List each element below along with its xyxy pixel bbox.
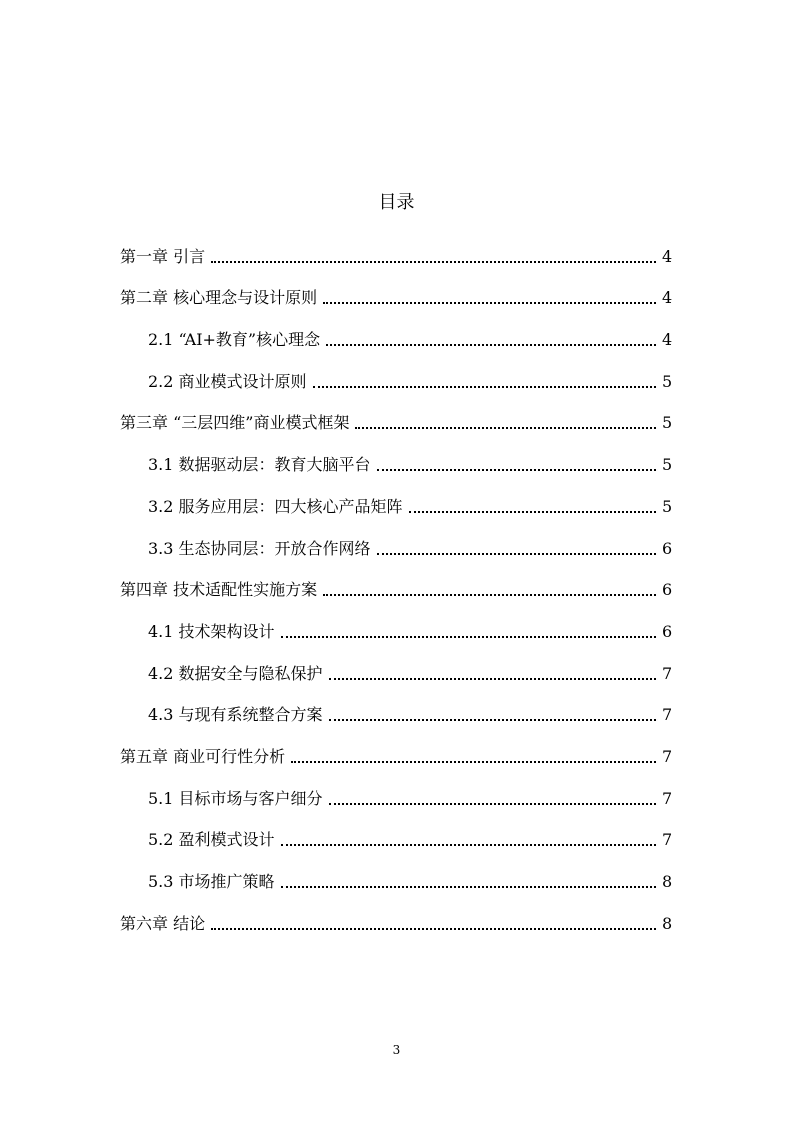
toc-entry-page: 7 (662, 788, 673, 808)
toc-leader-dots (329, 719, 656, 721)
toc-leader-dots (291, 761, 656, 763)
toc-entry-label: 第六章 结论 (120, 913, 206, 933)
toc-leader-dots (281, 844, 656, 846)
toc-entry[interactable] (120, 397, 672, 439)
toc-entry-page: 7 (662, 830, 673, 850)
toc-entry[interactable] (120, 230, 672, 272)
toc-leader-dots (326, 344, 656, 346)
toc-entry-label: 4.2 数据安全与隐私保护 (148, 663, 323, 683)
toc-entry-page: 4 (662, 246, 673, 266)
toc-leader-dots (329, 678, 656, 680)
toc-leader-dots (323, 302, 656, 304)
toc-entry-page: 8 (662, 872, 673, 891)
toc-entry-label: 3.3 生态协同层：开放合作网络 (148, 538, 371, 558)
toc-entry-page: 6 (662, 580, 673, 600)
toc-entry-page: 4 (662, 330, 673, 350)
toc-entry[interactable] (120, 480, 672, 522)
toc-entry-label: 2.2 商业模式设计原则 (148, 371, 307, 391)
toc-entry[interactable] (120, 313, 672, 355)
toc-entry[interactable] (120, 897, 672, 939)
toc-entry-label: 第一章 引言 (120, 246, 206, 266)
toc-entry[interactable] (120, 689, 672, 731)
toc-entry-page: 5 (662, 496, 673, 516)
toc-entry[interactable] (120, 438, 672, 480)
toc-entry-label: 第二章 核心理念与设计原则 (120, 288, 318, 308)
toc-entry[interactable] (120, 814, 672, 856)
toc-entry-label: 3.2 服务应用层：四大核心产品矩阵 (148, 496, 403, 516)
toc-entry-label: 2.1 “AI+教育”核心理念 (148, 330, 321, 350)
page-number: 3 (392, 1043, 401, 1057)
toc-leader-dots (211, 261, 656, 263)
toc-leader-dots (329, 803, 656, 805)
toc-entry[interactable] (120, 605, 672, 647)
toc-entry-label: 第四章 技术适配性实施方案 (120, 580, 318, 600)
toc-entry-label: 第三章 “三层四维”商业模式框架 (120, 413, 350, 433)
toc-entry-label: 4.3 与现有系统整合方案 (148, 705, 323, 725)
toc-leader-dots (323, 594, 656, 596)
toc-entry-page: 4 (662, 288, 673, 308)
toc-entry-label: 5.3 市场推广策略 (148, 872, 275, 891)
toc-entry-page: 8 (662, 913, 673, 933)
table-of-contents (120, 230, 672, 939)
toc-entry-page: 7 (662, 746, 673, 766)
toc-leader-dots (409, 511, 656, 513)
toc-leader-dots (211, 928, 656, 930)
toc-entry[interactable] (120, 564, 672, 606)
toc-entry-label: 5.2 盈利模式设计 (148, 830, 275, 850)
toc-entry-page: 7 (662, 705, 673, 725)
toc-leader-dots (377, 553, 656, 555)
toc-entry-page: 7 (662, 663, 673, 683)
toc-entry[interactable] (120, 522, 672, 564)
toc-leader-dots (377, 469, 656, 471)
toc-entry[interactable] (120, 772, 672, 814)
toc-entry[interactable] (120, 647, 672, 689)
toc-leader-dots (281, 886, 656, 888)
toc-leader-dots (313, 386, 656, 388)
toc-entry-page: 5 (662, 413, 673, 433)
toc-entry[interactable] (120, 272, 672, 314)
toc-entry[interactable] (120, 730, 672, 772)
toc-entry[interactable] (120, 355, 672, 397)
toc-entry-label: 3.1 数据驱动层：教育大脑平台 (148, 455, 371, 475)
toc-entry-label: 4.1 技术架构设计 (148, 621, 275, 641)
toc-entry-label: 5.1 目标市场与客户细分 (148, 788, 323, 808)
toc-entry[interactable] (120, 855, 672, 897)
toc-leader-dots (355, 427, 656, 429)
toc-entry-page: 5 (662, 455, 673, 475)
toc-entry-page: 6 (662, 538, 673, 558)
toc-entry-page: 5 (662, 371, 673, 391)
toc-leader-dots (281, 636, 656, 638)
toc-entry-label: 第五章 商业可行性分析 (120, 746, 286, 766)
toc-entry-page: 6 (662, 621, 673, 641)
toc-title: 目录 (378, 192, 415, 213)
